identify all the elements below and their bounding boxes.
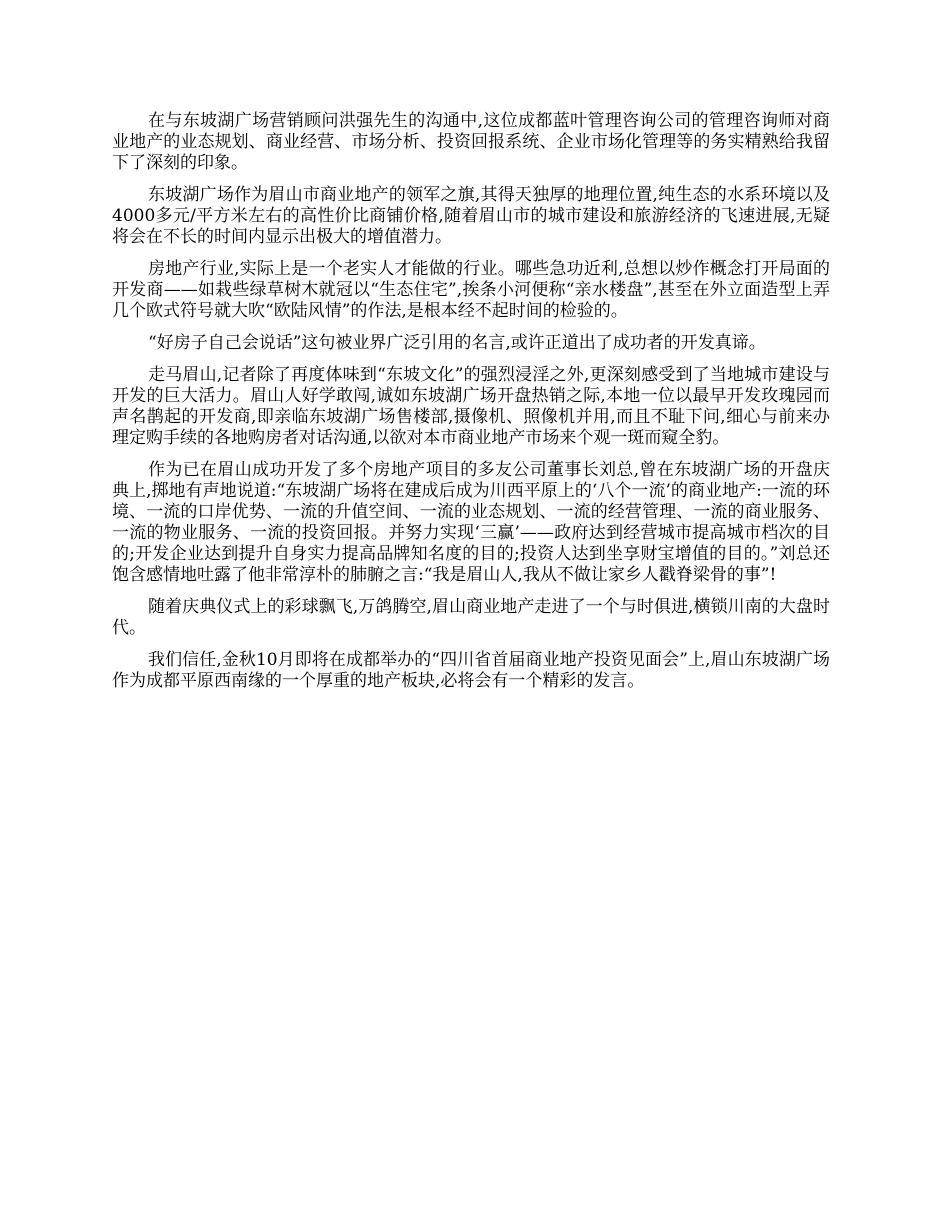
article-body	[112, 111, 830, 692]
paragraph-1: 在与东坡湖广场营销顾问洪强先生的沟通中,这位成都蓝叶管理咨询公司的管理咨询师对商业地产的业态规划、商业经营、市场分析、投资回报系统、企业市场化管理等的务实精熟给我留下了深刻的印象。	[112, 111, 830, 173]
paragraph-5: 走马眉山,记者除了再度体味到“东坡文化”的强烈浸淫之外,更深刻感受到了当地城市建设与开发的巨大活力。眉山人好学敢闯,诚如东坡湖广场开盘热销之际,本地一位以最早开发玫瑰园而声名鹊起的开发商,即亲临东坡湖广场售楼部,摄像机、照像机并用,而且不耻下问,细心与前来办理定购手续的各地购房者对话沟通,以欲对本市商业地产市场来个观一斑而窥全豹。	[112, 365, 830, 448]
paragraph-8: 我们信任,金秋10月即将在成都举办的“四川省首届商业地产投资见面会”上,眉山东坡湖广场作为成都平原西南缘的一个厚重的地产板块,必将会有一个精彩的发言。	[112, 650, 830, 691]
paragraph-2: 东坡湖广场作为眉山市商业地产的领军之旗,其得天独厚的地理位置,纯生态的水系环境以及4000多元/平方米左右的高性价比商铺价格,随着眉山市的城市建设和旅游经济的飞速进展,无疑将会在不长的时间内显示出极大的增值潜力。	[112, 185, 830, 247]
paragraph-6: 作为已在眉山成功开发了多个房地产项目的多友公司董事长刘总,曾在东坡湖广场的开盘庆典上,掷地有声地说道:“东坡湖广场将在建成后成为川西平原上的‘八个一流’的商业地产:一流的环境、一流的口岸优势、一流的升值空间、一流的业态规划、一流的经营管理、一流的商业服务、一流的物业服务、一流的投资回报。并努力实现‘三赢’——政府达到经营城市提高城市档次的目的;开发企业达到提升自身实力提高品牌知名度的目的;投资人达到坐享财宝增值的目的。”刘总还饱含感情地吐露了他非常淳朴的肺腑之言:“我是眉山人,我从不做让家乡人戳脊梁骨的事”!	[112, 460, 830, 585]
paragraph-7: 随着庆典仪式上的彩球飘飞,万鸽腾空,眉山商业地产走进了一个与时俱进,横锁川南的大盘时代。	[112, 597, 830, 638]
paragraph-4: “好房子自己会说话”这句被业界广泛引用的名言,或许正道出了成功者的开发真谛。	[148, 333, 766, 353]
paragraph-3: 房地产行业,实际上是一个老实人才能做的行业。哪些急功近利,总想以炒作概念打开局面的开发商——如栽些绿草树木就冠以“生态住宅”,挨条小河便称“亲水楼盘”,甚至在外立面造型上弄几个欧式符号就大吹“欧陆风情”的作法,是根本经不起时间的检验的。	[112, 259, 830, 321]
